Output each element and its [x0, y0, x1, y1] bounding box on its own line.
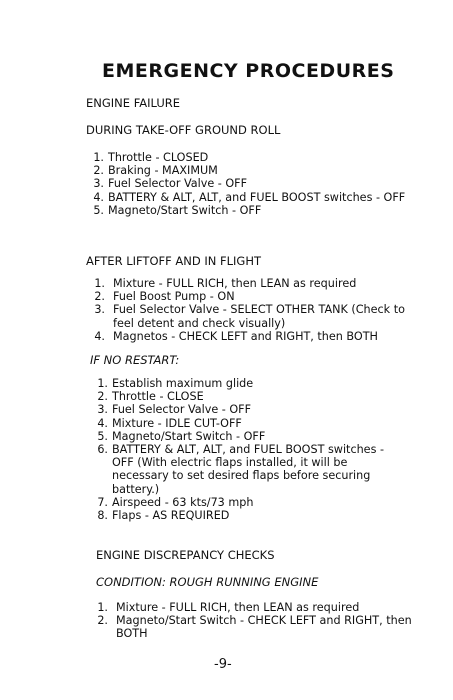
step-text: Flaps - AS REQUIRED [112, 509, 230, 523]
step-number: 3. [94, 303, 105, 317]
step-text: BATTERY & ALT, ALT, and FUEL BOOST switches - OFF (With electric flaps installed, it will be necessary to set desired flaps before securing battery.) [112, 443, 384, 496]
step-text: BATTERY & ALT, ALT, and FUEL BOOST switches - OFF [108, 190, 406, 204]
step-text: Braking - MAXIMUM [108, 164, 218, 178]
subsection-heading-no-restart: IF NO RESTART: [90, 353, 180, 367]
step-number: 2. [97, 390, 108, 404]
step-text: Fuel Boost Pump - ON [113, 290, 235, 304]
step-number: 1. [97, 601, 108, 614]
liftoff-procedure-list [91, 277, 413, 343]
page-title: EMERGENCY PROCEDURES [102, 60, 395, 82]
subsection-heading-condition: CONDITION: ROUGH RUNNING ENGINE [96, 575, 319, 589]
list-item [90, 204, 408, 217]
step-text: Magnetos - CHECK LEFT and RIGHT, then BOTH [113, 329, 378, 343]
step-text: Throttle - CLOSED [108, 151, 209, 164]
step-number: 7. [97, 495, 108, 509]
takeoff-procedure-list [90, 151, 408, 217]
list-item [96, 390, 397, 403]
list-item [96, 443, 397, 496]
step-number: 4. [94, 329, 105, 343]
step-number: 4. [97, 416, 108, 430]
list-item [94, 614, 416, 640]
list-item [96, 509, 397, 522]
subsection-heading-takeoff: DURING TAKE-OFF GROUND ROLL [86, 123, 281, 137]
step-text: Mixture - IDLE CUT-OFF [112, 416, 242, 430]
section-heading-discrepancy-checks: ENGINE DISCREPANCY CHECKS [96, 548, 275, 562]
step-number: 8. [97, 509, 108, 523]
list-item [91, 330, 413, 343]
condition-procedure-list [94, 601, 416, 641]
list-item [90, 151, 408, 164]
list-item [90, 177, 408, 190]
step-number: 3. [97, 403, 108, 417]
step-number: 5. [93, 203, 104, 217]
list-item [90, 164, 408, 177]
step-number: 2. [93, 164, 104, 178]
step-text: Fuel Selector Valve - OFF [112, 403, 252, 417]
step-number: 2. [97, 614, 108, 628]
step-text: Mixture - FULL RICH, then LEAN as required [116, 601, 360, 614]
step-text: Magneto/Start Switch - OFF [112, 429, 266, 443]
list-item [94, 601, 416, 614]
list-item [91, 303, 413, 329]
subsection-heading-liftoff: AFTER LIFTOFF AND IN FLIGHT [86, 254, 262, 268]
list-item [96, 496, 397, 509]
step-text: Magneto/Start Switch - OFF [108, 203, 262, 217]
step-text: Establish maximum glide [112, 377, 254, 390]
page-number: -9- [214, 657, 232, 672]
step-number: 1. [94, 277, 105, 290]
step-number: 4. [93, 190, 104, 204]
step-text: Magneto/Start Switch - CHECK LEFT and RIGHT, then BOTH [116, 614, 412, 641]
step-text: Airspeed - 63 kts/73 mph [112, 495, 254, 509]
list-item [96, 403, 397, 416]
no-restart-procedure-list [96, 377, 397, 522]
step-number: 3. [93, 177, 104, 191]
list-item [96, 377, 397, 390]
list-item [91, 277, 413, 290]
list-item [96, 417, 397, 430]
step-text: Fuel Selector Valve - SELECT OTHER TANK (Check to feel detent and check visually) [113, 303, 405, 330]
step-number: 6. [97, 443, 108, 457]
step-text: Fuel Selector Valve - OFF [108, 177, 248, 191]
step-text: Mixture - FULL RICH, then LEAN as required [113, 277, 357, 290]
list-item [90, 191, 408, 204]
step-number: 5. [97, 429, 108, 443]
step-text: Throttle - CLOSE [112, 390, 204, 404]
list-item [96, 430, 397, 443]
step-number: 2. [94, 290, 105, 304]
list-item [91, 290, 413, 303]
step-number: 1. [93, 151, 104, 164]
section-heading-engine-failure: ENGINE FAILURE [86, 96, 181, 110]
step-number: 1. [97, 377, 108, 390]
